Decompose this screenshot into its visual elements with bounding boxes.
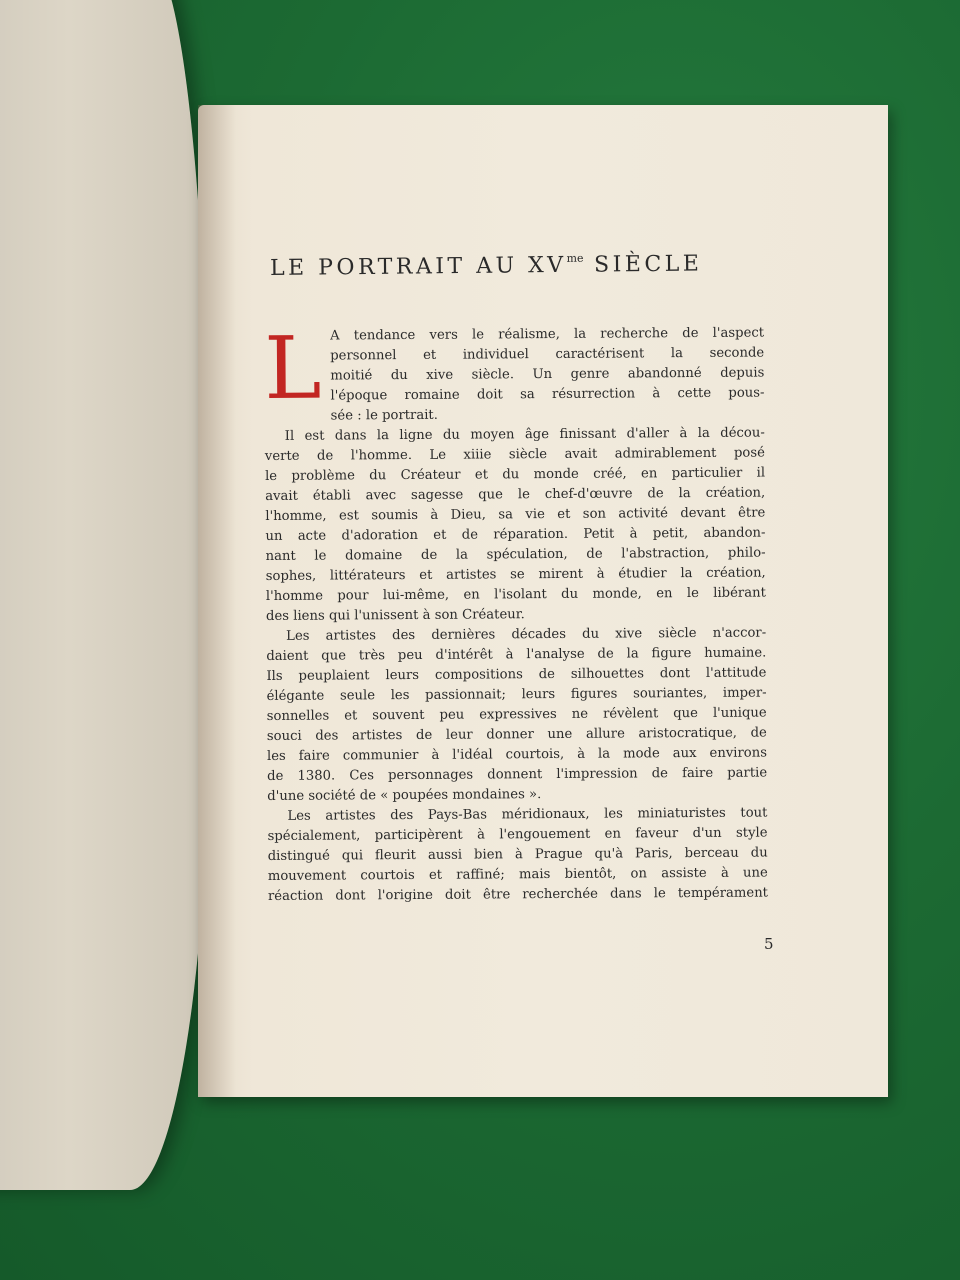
text-line: l'homme pour lui-même, en l'isolant du monde, en le libérant (265, 585, 766, 604)
text-line: réaction dont l'origine doit être recherchée dans le tempérament (267, 885, 769, 904)
text-line: le problème du Créateur et du monde créé, en particulier il (264, 465, 766, 484)
paragraph-3 (266, 624, 767, 807)
paragraph-2 (265, 424, 766, 627)
text-line: souci des artistes de leur donner une allure aristocratique, de (266, 725, 767, 744)
body-text (263, 318, 769, 907)
text-line: des liens qui l'unissent à son Créateur. (265, 607, 525, 624)
text-line: un acte d'adoration et de réparation. Petit à petit, abandon- (265, 525, 766, 544)
text-line: d'une société de « poupées mondaines ». (267, 787, 542, 804)
text-line: daient que très peu d'intérêt à l'analyse de la figure humaine. (266, 645, 767, 664)
left-page (0, 0, 210, 1190)
paragraph-4 (267, 803, 768, 906)
text-line: avait établi avec sagesse que le chef-d'œuvre de la création, (265, 485, 766, 504)
chapter-title-main: LE PORTRAIT AU XV (269, 252, 567, 281)
chapter-title-superscript: me (566, 251, 584, 265)
text-line: sophes, littérateurs et artistes se mirent à étudier la création, (265, 565, 766, 584)
text-line: sonnelles et souvent peu expressives ne révèlent que l'unique (266, 705, 767, 724)
text-line: Il est dans la ligne du moyen âge finissant d'aller à la décou- (284, 425, 765, 444)
chapter-title-end: SIÈCLE (583, 251, 703, 278)
text-line: Les artistes des dernières décades du xive siècle n'accor- (286, 625, 767, 644)
text-line: personnel et individuel caractérisent la seconde (330, 345, 765, 364)
text-line: nant le domaine de la spéculation, de l'abstraction, philo- (265, 545, 766, 564)
text-line: verte de l'homme. Le xiiie siècle avait admirablement posé (264, 445, 765, 464)
text-line: A tendance vers le réalisme, la recherche de l'aspect (330, 325, 765, 344)
page-gutter (198, 105, 236, 1097)
text-line: moitié du xive siècle. Un genre abandonné depuis (330, 365, 765, 384)
page-number: 5 (764, 935, 774, 953)
text-line: les faire communier à l'idéal courtois, à la mode aux environs (266, 745, 768, 764)
text-line: mouvement courtois et raffiné; mais bientôt, on assiste à une (267, 865, 768, 884)
text-line: élégante seule les passionnait; leurs figures souriantes, imper- (266, 685, 767, 704)
text-line: l'époque romaine doit sa résurrection à cette pous- (330, 385, 765, 404)
right-page (198, 105, 888, 1097)
paragraph-1 (263, 318, 765, 427)
text-line: Les artistes des Pays-Bas méridionaux, les miniaturistes tout (287, 805, 768, 824)
drop-cap: L (263, 318, 322, 419)
text-line: de 1380. Ces personnages donnent l'impression de faire partie (267, 765, 768, 784)
text-line: distingué qui fleurit aussi bien à Prague qu'à Paris, berceau du (267, 845, 768, 864)
text-line: Ils peuplaient leurs compositions de silhouettes dont l'attitude (266, 665, 767, 684)
text-line: sée : le portrait. (330, 407, 438, 424)
chapter-title (270, 250, 770, 281)
text-line: spécialement, participèrent à l'engouement en faveur d'un style (267, 825, 768, 844)
text-line: l'homme, est soumis à Dieu, sa vie et son activité devant être (265, 505, 766, 524)
